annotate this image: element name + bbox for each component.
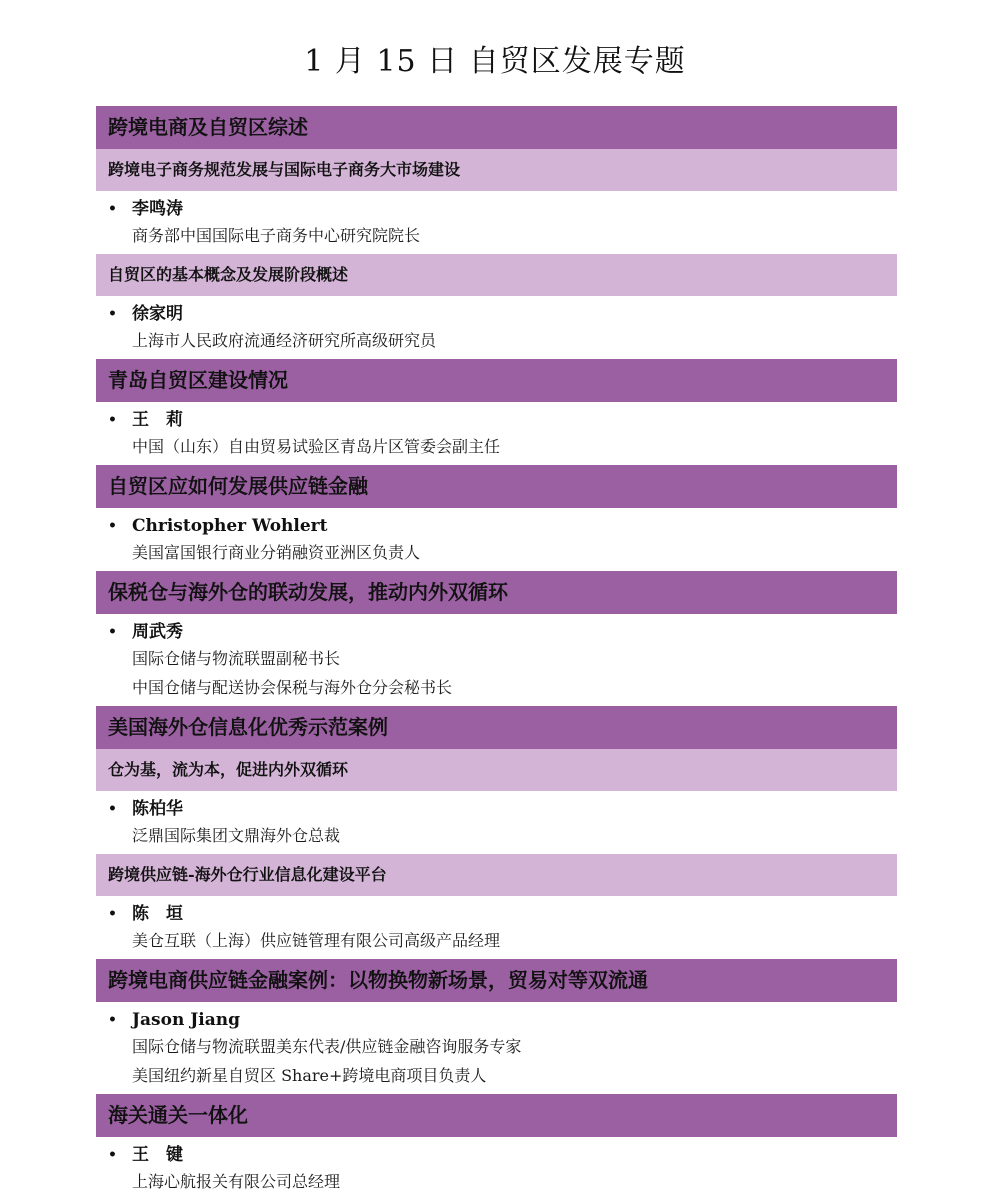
bullet-icon: •: [108, 906, 117, 922]
agenda-section: [96, 465, 897, 571]
speaker-name-text: 王 键: [132, 1145, 183, 1165]
bullet-icon: •: [108, 801, 117, 817]
bullet-icon: •: [108, 624, 117, 640]
talk-title: 跨境电子商务规范发展与国际电子商务大市场建设: [96, 149, 897, 191]
section-header: 青岛自贸区建设情况: [96, 359, 897, 402]
speaker-affiliation: 商务部中国国际电子商务中心研究院院长: [132, 226, 421, 245]
agenda-section: [96, 959, 897, 1094]
section-header: 跨境电商及自贸区综述: [96, 106, 897, 149]
section-header: 海关通关一体化: [96, 1094, 897, 1137]
speaker-affiliation: 美仓互联（上海）供应链管理有限公司高级产品经理: [132, 931, 501, 950]
speaker-name-text: 徐家明: [132, 304, 183, 324]
speaker-affiliation: 中国（山东）自由贸易试验区青岛片区管委会副主任: [132, 437, 501, 456]
speaker-name-text: Jason Jiang: [132, 1010, 241, 1030]
speaker-name-text: 王 莉: [132, 410, 183, 430]
speaker-affiliation: 国际仓储与物流联盟美东代表/供应链金融咨询服务专家: [132, 1037, 522, 1056]
speaker-block: [96, 791, 897, 854]
section-header: 自贸区应如何发展供应链金融: [96, 465, 897, 508]
bullet-icon: •: [108, 1012, 117, 1028]
speaker-block: [96, 1002, 897, 1094]
speaker-name: [96, 302, 897, 326]
speaker-name-text: 陈 垣: [132, 904, 183, 924]
talk-title: 仓为基，流为本，促进内外双循环: [96, 749, 897, 791]
speaker-block: [96, 896, 897, 959]
speaker-name: [96, 1008, 897, 1032]
speaker-name-text: Christopher Wohlert: [132, 516, 328, 536]
agenda-section: [96, 571, 897, 706]
speaker-block: [96, 508, 897, 571]
section-header: 美国海外仓信息化优秀示范案例: [96, 706, 897, 749]
agenda: [96, 106, 897, 1200]
speaker-affiliation: 中国仓储与配送协会保税与海外仓分会秘书长: [132, 678, 453, 697]
speaker-block: [96, 296, 897, 359]
speaker-affiliation: 上海心航报关有限公司总经理: [132, 1172, 341, 1191]
bullet-icon: •: [108, 201, 117, 217]
agenda-section: [96, 359, 897, 465]
bullet-icon: •: [108, 412, 117, 428]
bullet-icon: •: [108, 518, 117, 534]
speaker-name: [96, 197, 897, 221]
bullet-icon: •: [108, 306, 117, 322]
speaker-name: [96, 1143, 897, 1167]
speaker-name: [96, 514, 897, 538]
agenda-section: [96, 706, 897, 959]
agenda-section: [96, 1094, 897, 1200]
speaker-name-text: 周武秀: [132, 622, 183, 642]
speaker-block: [96, 191, 897, 254]
speaker-name: [96, 902, 897, 926]
speaker-affiliation: 美国富国银行商业分销融资亚洲区负责人: [132, 543, 421, 562]
section-header: 保税仓与海外仓的联动发展，推动内外双循环: [96, 571, 897, 614]
talk-title: 跨境供应链-海外仓行业信息化建设平台: [96, 854, 897, 896]
agenda-section: [96, 106, 897, 359]
speaker-name: [96, 620, 897, 644]
section-header: 跨境电商供应链金融案例：以物换物新场景，贸易对等双流通: [96, 959, 897, 1002]
speaker-affiliation: 泛鼎国际集团文鼎海外仓总裁: [132, 826, 341, 845]
speaker-affiliation: 美国纽约新星自贸区 Share+跨境电商项目负责人: [132, 1066, 487, 1085]
speaker-name: [96, 408, 897, 432]
page-title: 1 月 15 日 自贸区发展专题: [304, 44, 686, 79]
speaker-name-text: 陈柏华: [132, 799, 183, 819]
speaker-affiliation: 国际仓储与物流联盟副秘书长: [132, 649, 341, 668]
speaker-name: [96, 797, 897, 821]
talk-title: 自贸区的基本概念及发展阶段概述: [96, 254, 897, 296]
speaker-block: [96, 614, 897, 706]
speaker-affiliation: 上海市人民政府流通经济研究所高级研究员: [132, 331, 437, 350]
speaker-name-text: 李鸣涛: [132, 199, 183, 219]
bullet-icon: •: [108, 1147, 117, 1163]
speaker-block: [96, 1137, 897, 1200]
speaker-block: [96, 402, 897, 465]
